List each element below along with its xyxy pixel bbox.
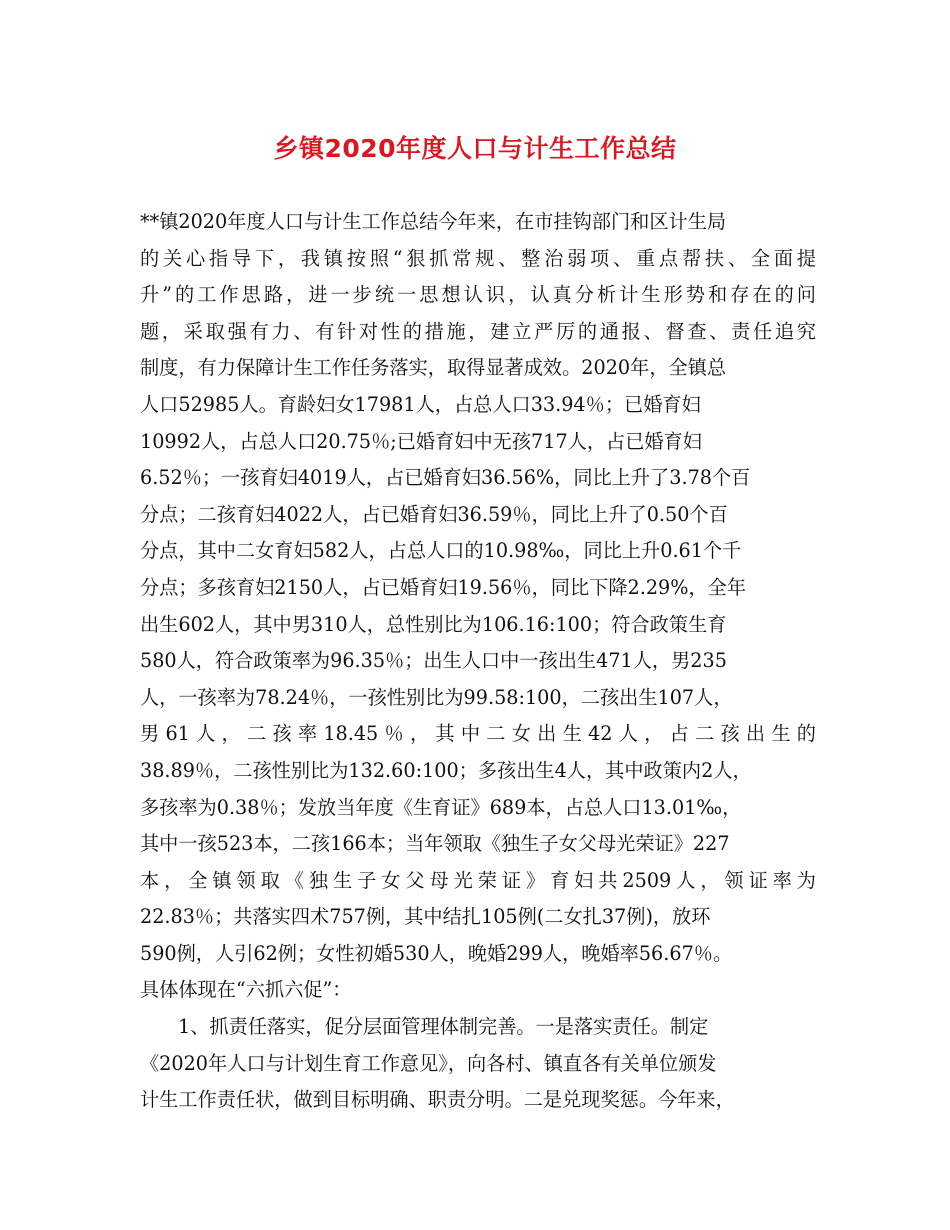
text-line: 分点；多孩育妇2150人，占已婚育妇19.56％，同比下降2.29%，全年 [140,575,747,599]
text-line: 22.83％；共落实四术757例，其中结扎105例(二女扎37例)，放环 [140,905,711,929]
text-line: **镇2020年度人口与计生工作总结今年来，在市挂钩部门和区计生局 [140,210,727,233]
text-line: 38.89％，二孩性别比为132.60:100；多孩出生4人，其中政策内2人， [140,758,752,782]
text-line: 出生602人，其中男310人，总性别比为106.16:100；符合政策生育 [140,612,727,636]
text-line: 6.52％；一孩育妇4019人，占已婚育妇36.56%，同比上升了3.78个百 [140,466,751,490]
document-title: 乡镇2020年度人口与计生工作总结 [273,134,677,163]
text-line: 10992人，占总人口20.75％;已婚育妇中无孩717人，占已婚育妇 [140,429,702,453]
text-line: 男61人，二孩率18.45％，其中二女出生42人，占二孩出生的 [140,722,816,746]
text-line: 多孩率为0.38％；发放当年度《生育证》689本，占总人口13.01‰， [140,795,742,819]
text-line: 590例，人引62例；女性初婚530人，晚婚299人，晚婚率56.67％。 [140,941,733,965]
text-line: 升”的工作思路，进一步统一思想认识，认真分析计生形势和存在的问 [140,283,816,307]
text-line: 580人，符合政策率为96.35％；出生人口中一孩出生471人，男235 [140,649,727,673]
text-line: 具体体现在“六抓六促”： [140,978,352,1002]
text-line: 分点；二孩育妇4022人，占已婚育妇36.59％，同比上升了0.50个百 [140,502,728,526]
text-line: 人，一孩率为78.24％，一孩性别比为99.58:100，二孩出生107人， [140,685,733,709]
text-line: 《2020年人口与计划生育工作意见》，向各村、镇直各有关单位颁发 [140,1051,717,1075]
text-line: 1、抓责任落实，促分层面管理体制完善。一是落实责任。制定 [178,1015,709,1039]
text-line: 本，全镇领取《独生子女父母光荣证》育妇共2509人，领证率为 [140,868,816,892]
text-line: 制度，有力保障计生工作任务落实，取得显著成效。2020年，全镇总 [140,356,727,380]
text-line: 的关心指导下，我镇按照“狠抓常规、整治弱项、重点帮扶、全面提 [140,246,816,270]
text-line: 题，采取强有力、有针对性的措施，建立严厉的通报、督查、责任追究 [140,319,816,343]
document-body [140,204,816,1119]
text-line: 其中一孩523本，二孩166本；当年领取《独生子女父母光荣证》227 [140,832,730,856]
text-line: 计生工作责任状，做到目标明确、职责分明。二是兑现奖惩。今年来， [140,1088,735,1112]
text-line: 人口52985人。育龄妇女17981人，占总人口33.94％；已婚育妇 [140,392,701,416]
text-line: 分点，其中二女育妇582人，占总人口的10.98‰，同比上升0.61个千 [140,539,742,563]
